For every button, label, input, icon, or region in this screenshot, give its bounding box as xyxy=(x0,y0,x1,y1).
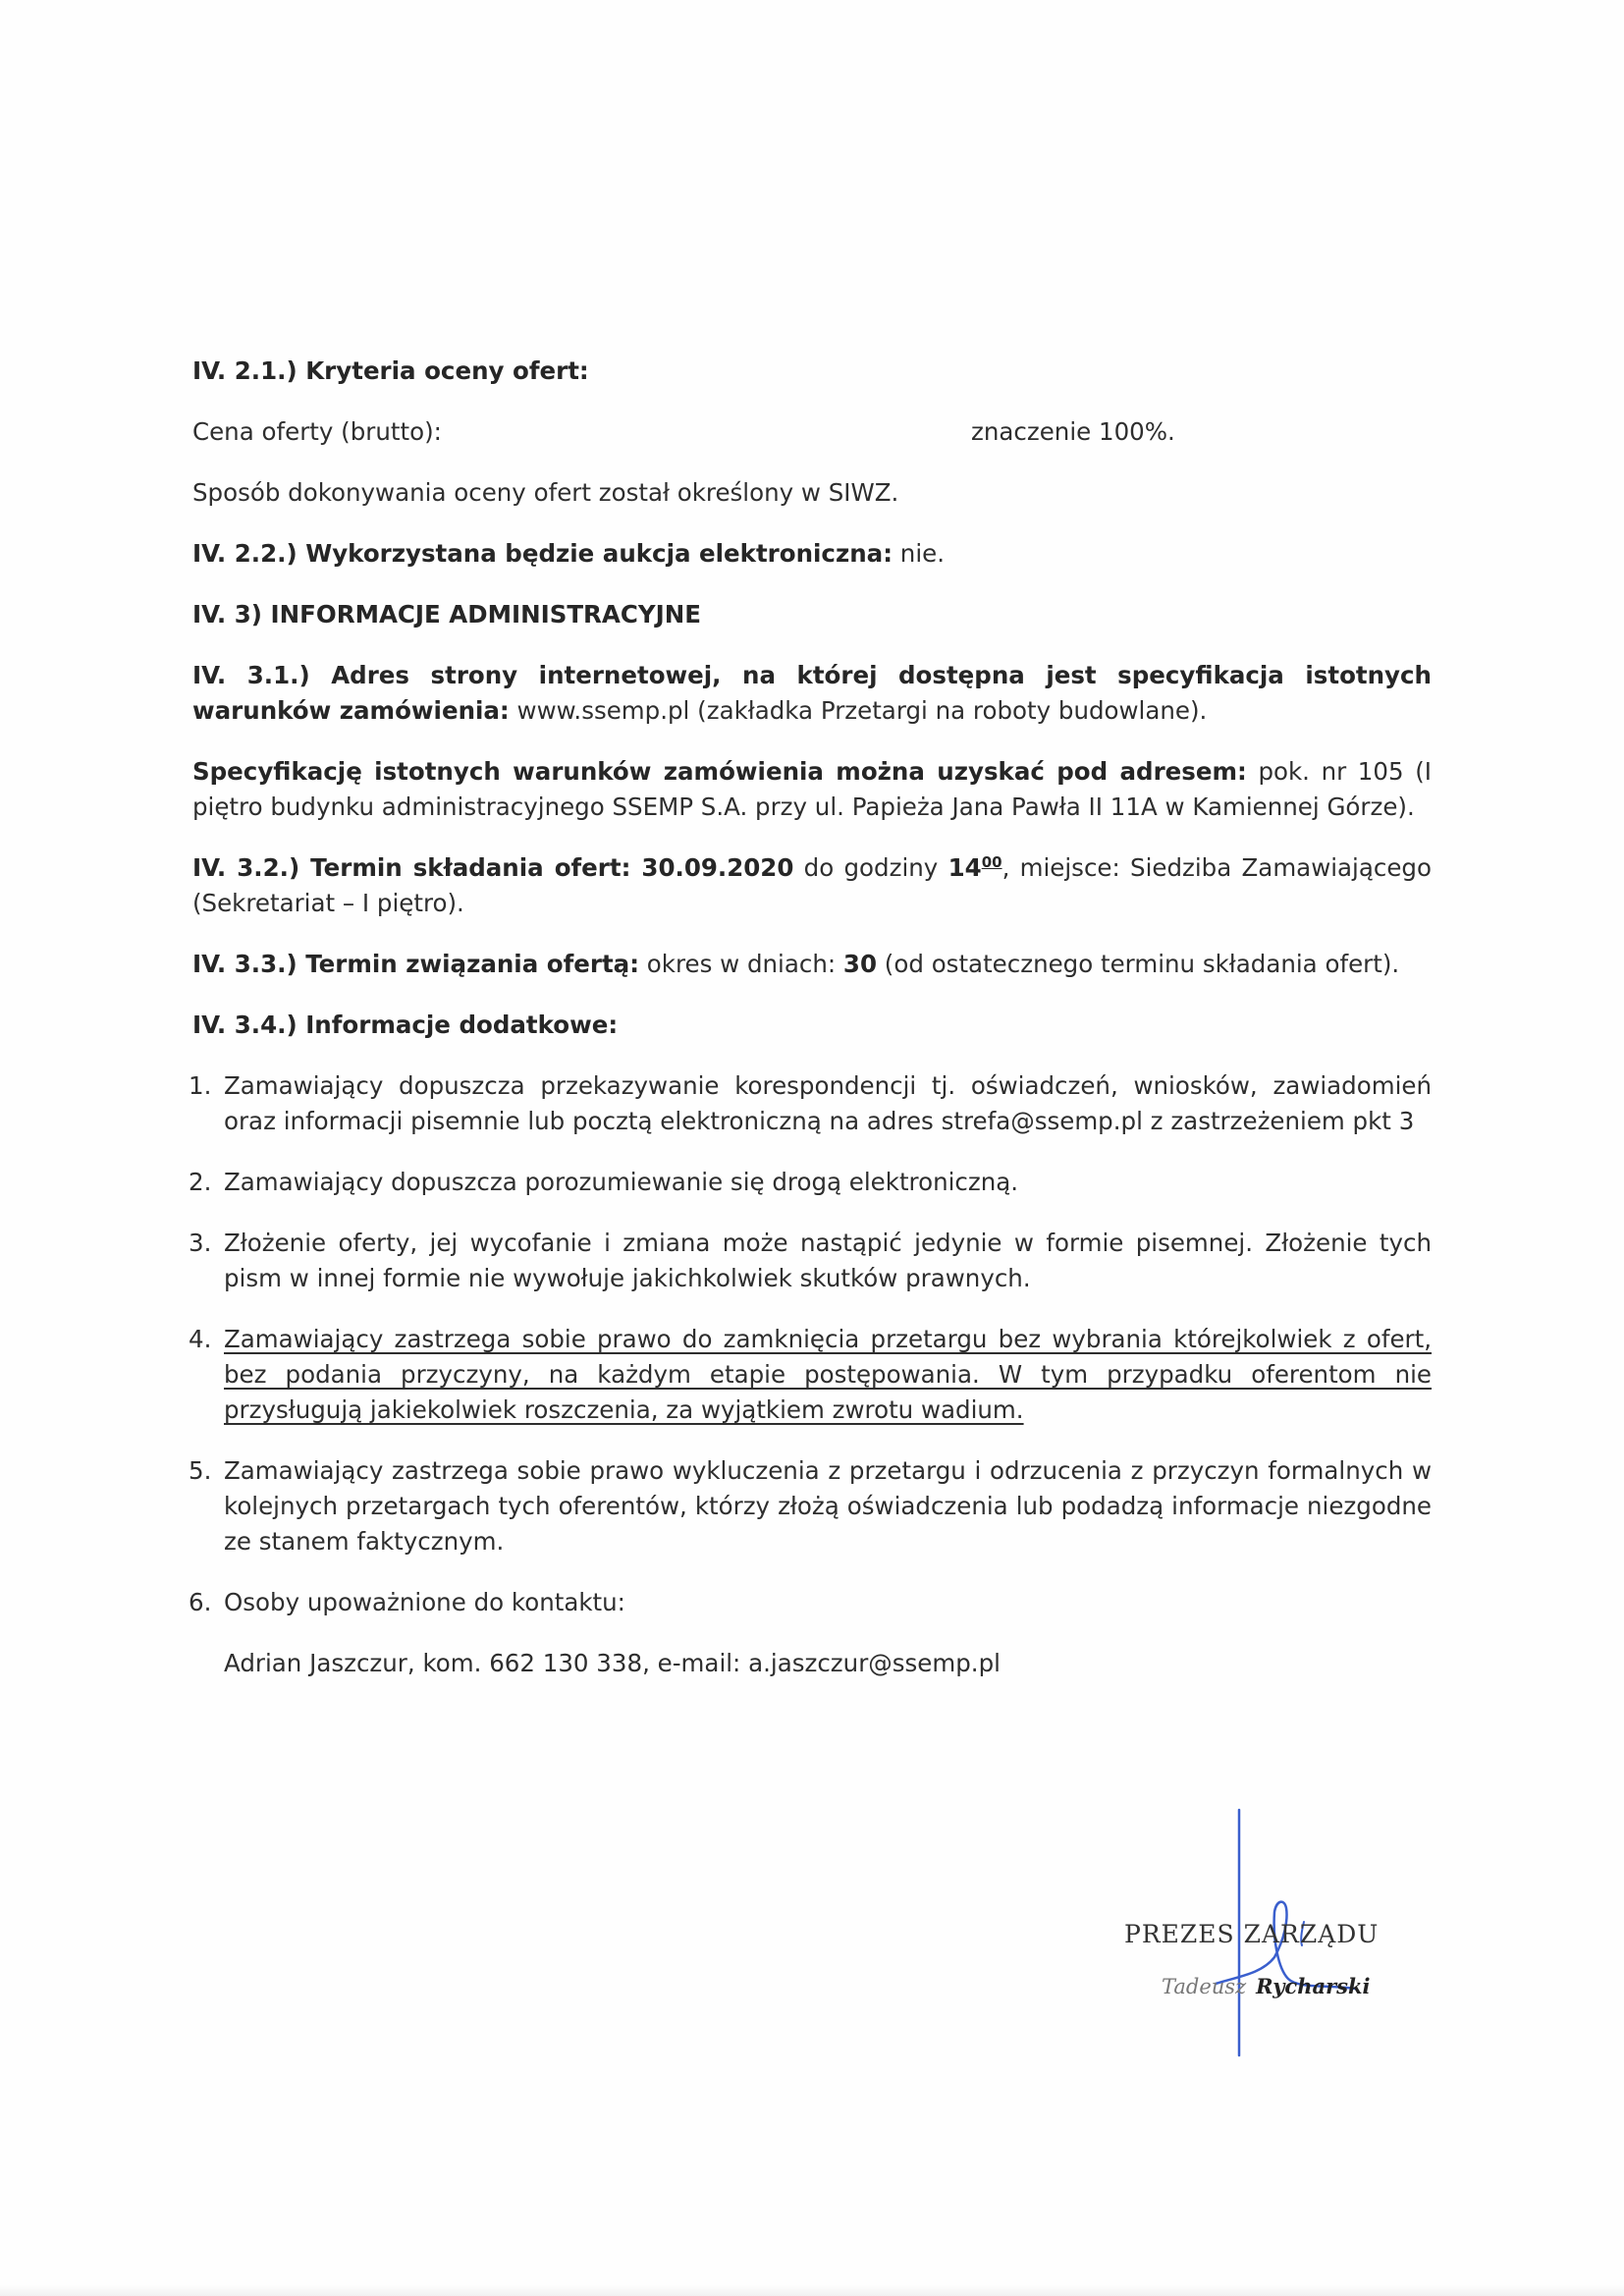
signatory-last-name: Rycharski xyxy=(1256,1974,1371,1998)
list-item-text: Zamawiający dopuszcza porozumiewanie się drogą elektroniczną. xyxy=(224,1168,1019,1196)
signatory-name xyxy=(1162,1974,1371,1998)
criteria-note: Sposób dokonywania oceny ofert został określony w SIWZ. xyxy=(192,478,899,507)
list-item-text-underlined: Zamawiający zastrzega sobie prawo do zamknięcia przetargu bez wybrania którejkolwiek z ofert, bez podania przyczyny, na każdym etapie postępowania. W tym przypadku oferentom nie przysługują jakiekolwiek roszczenia, za wyjątkiem zwrotu wadium. xyxy=(224,1325,1432,1424)
criterion-label: Cena oferty (brutto): xyxy=(192,417,442,446)
contact-person: Adrian Jaszczur, kom. 662 130 338, e-mail: a.jaszczur@ssemp.pl xyxy=(224,1649,1001,1677)
binding-suffix: (od ostatecznego terminu składania ofert). xyxy=(877,950,1400,978)
deadline-minutes: 00 xyxy=(981,853,1002,871)
website-value: www.ssemp.pl (zakładka Przetargi na roboty budowlane). xyxy=(509,696,1208,725)
list-item xyxy=(189,1165,1432,1200)
spec-paragraph xyxy=(192,754,1432,825)
binding-prefix: okres w dniach: xyxy=(639,950,843,978)
scan-edge-artifact xyxy=(0,2284,1624,2296)
signature-title: PREZES ZARZĄDU xyxy=(1124,1920,1380,1948)
heading-admin-info: IV. 3) INFORMACJE ADMINISTRACYJNE xyxy=(192,600,701,629)
list-item xyxy=(189,1226,1432,1296)
deadline-paragraph xyxy=(192,850,1432,921)
heading-deadline: IV. 3.2.) Termin składania ofert: xyxy=(192,853,631,882)
binding-paragraph xyxy=(192,947,1432,982)
list-item-text: Zamawiający dopuszcza przekazywanie korespondencji tj. oświadczeń, wniosków, zawiadomień oraz informacji pisemnie lub pocztą elektroniczną na adres strefa@ssemp.pl z zastrzeżeniem pkt 3 xyxy=(224,1071,1432,1135)
list-item-number: 5. xyxy=(189,1456,212,1485)
list-item xyxy=(189,1453,1432,1559)
spec-address-value: pok. nr 105 (I piętro budynku administracyjnego SSEMP S.A. przy ul. Papieża Jana Pawła II 11A w Kamiennej Górze). xyxy=(192,757,1432,821)
criterion-row xyxy=(192,414,1432,450)
heading-additional-info: IV. 3.4.) Informacje dodatkowe: xyxy=(192,1011,619,1039)
list-item xyxy=(189,1068,1432,1139)
heading-auction: IV. 2.2.) Wykorzystana będzie aukcja elektroniczna: xyxy=(192,539,893,568)
list-item xyxy=(189,1322,1432,1428)
deadline-place: , miejsce: Siedziba Zamawiającego (Sekretariat – I piętro). xyxy=(192,853,1432,917)
heading-website: IV. 3.1.) Adres strony internetowej, na której dostępna jest specyfikacja istotnych warunków zamówienia: xyxy=(192,661,1432,725)
list-item-number: 1. xyxy=(189,1071,212,1100)
deadline-hour: 14 xyxy=(947,853,982,882)
list-item-number: 4. xyxy=(189,1325,212,1353)
list-item-text: Osoby upoważnione do kontaktu: xyxy=(224,1588,625,1616)
list-item-number: 2. xyxy=(189,1168,212,1196)
auction-value: nie. xyxy=(893,539,945,568)
signatory-first-name: Tadeusz xyxy=(1162,1975,1247,1998)
heading-spec-address: Specyfikację istotnych warunków zamówienia można uzyskać pod adresem: xyxy=(192,757,1247,786)
heading-binding: IV. 3.3.) Termin związania ofertą: xyxy=(192,950,639,978)
additional-info-list xyxy=(189,1068,1432,1620)
list-item xyxy=(189,1585,1432,1620)
deadline-time-prefix: do godziny xyxy=(793,853,948,882)
list-item-text: Zamawiający zastrzega sobie prawo wykluczenia z przetargu i odrzucenia z przyczyn formalnych w kolejnych przetargach tych oferentów, którzy złożą oświadczenia lub podadzą informacje niezgodne ze stanem faktycznym. xyxy=(224,1456,1432,1556)
document-body xyxy=(189,354,1432,1706)
list-item-number: 6. xyxy=(189,1588,212,1616)
website-paragraph xyxy=(192,658,1432,729)
list-item-number: 3. xyxy=(189,1229,212,1257)
binding-days: 30 xyxy=(842,950,878,978)
list-item-text: Złożenie oferty, jej wycofanie i zmiana może nastąpić jedynie w formie pisemnej. Złożenie tych pism w innej formie nie wywołuje jakichkolwiek skutków prawnych. xyxy=(224,1229,1432,1292)
deadline-date: 30.09.2020 xyxy=(630,853,794,882)
auction-paragraph xyxy=(192,536,1432,572)
criterion-weight: znaczenie 100%. xyxy=(971,417,1175,446)
heading-criteria: IV. 2.1.) Kryteria oceny ofert: xyxy=(192,356,589,385)
